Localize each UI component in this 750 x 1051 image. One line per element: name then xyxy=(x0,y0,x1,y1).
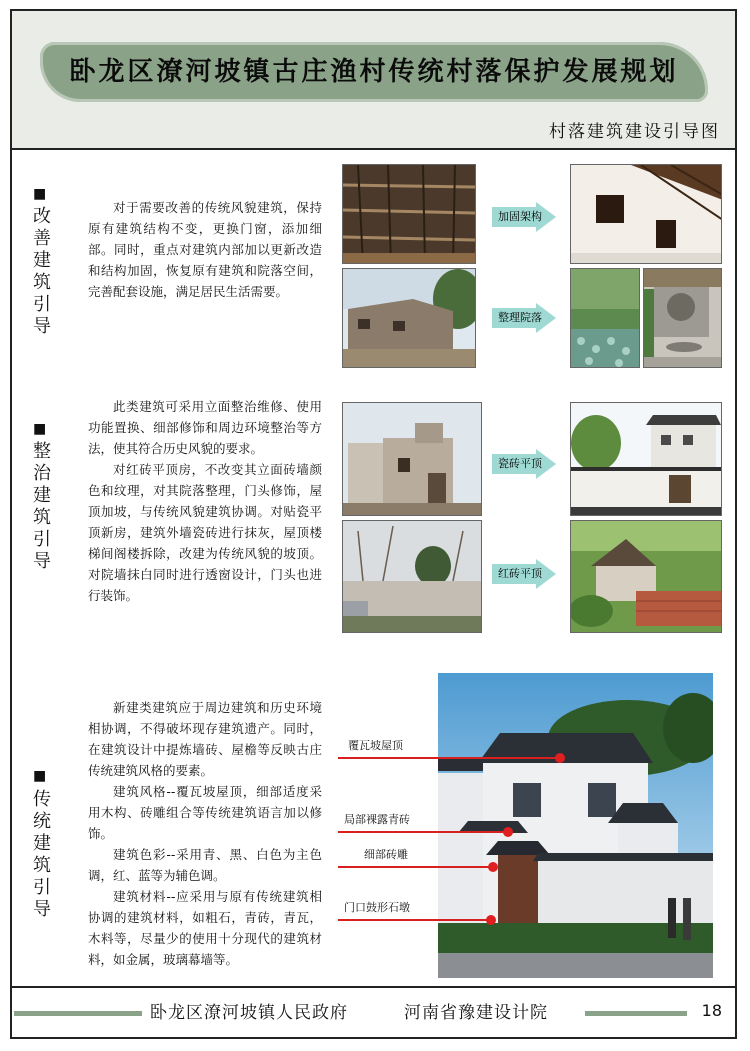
title-char: 治 xyxy=(33,463,51,484)
paragraph: 新建类建筑应于周边建筑和历史环境相协调，不得破坏现存建筑遗产。同时，在建筑设计中提炼墙砖、屋檐等反映古庄传统建筑风格的要素。 xyxy=(88,700,322,778)
page-title: 卧龙区潦河坡镇古庄渔村传统村落保护发展规划 xyxy=(69,57,679,87)
page-number: 18 xyxy=(701,1001,722,1020)
photo-reinforced-interior xyxy=(570,164,722,264)
arrow-reinforce xyxy=(492,202,556,232)
arrow-label: 瓷砖平顶 xyxy=(498,457,542,470)
render-renovated-tiled xyxy=(570,402,722,516)
title-char: 统 xyxy=(33,811,51,832)
section-2-marker: ■ xyxy=(33,421,47,437)
photo-courtyard-paving xyxy=(570,268,640,368)
footer-design-institute: 河南省豫建设计院 xyxy=(404,1003,548,1023)
photo-old-courtyard xyxy=(342,268,476,368)
section-3-title xyxy=(31,789,53,921)
footer-government: 卧龙区潦河坡镇人民政府 xyxy=(150,1003,348,1023)
paragraph: 此类建筑可采用立面整治维修、使用功能置换、细部修饰和周边环境整治等方法，使其符合历史风貌的要求。 xyxy=(88,399,322,456)
title-char: 善 xyxy=(33,228,51,249)
title-char: 建 xyxy=(33,485,51,506)
header-divider xyxy=(12,148,735,150)
photo-courtyard-table xyxy=(643,268,722,368)
page-subtitle: 村落建筑建设引导图 xyxy=(549,122,720,142)
section-2-title xyxy=(31,441,53,573)
title-char: 引 xyxy=(33,294,51,315)
title-char: 导 xyxy=(33,551,51,572)
title-char: 导 xyxy=(33,899,51,920)
arrow-label: 加固架构 xyxy=(498,210,542,223)
section-2-text xyxy=(88,396,322,606)
arrow-tiled-roof xyxy=(492,449,556,479)
section-1-text xyxy=(88,197,322,302)
title-char: 建 xyxy=(33,250,51,271)
callout-label: 门口鼓形石墩 xyxy=(344,901,410,914)
footer-bar-left xyxy=(14,1011,142,1016)
callout-label: 局部裸露青砖 xyxy=(344,813,410,826)
section-3-text xyxy=(88,697,322,970)
photo-tiled-house xyxy=(342,402,482,516)
render-renovated-brick xyxy=(570,520,722,633)
paragraph: 对于需要改善的传统风貌建筑，保持原有建筑结构不变，更换门窗，添加细部。同时，重点对建筑内部加以更新改造和结构加固，恢复原有建筑和院落空间，完善配套设施，满足居民生活需要。 xyxy=(88,200,322,299)
title-char: 筑 xyxy=(33,855,51,876)
paragraph: 建筑风格--覆瓦坡屋顶，细部适度采用木构、砖雕组合等传统建筑语言加以修饰。 xyxy=(88,784,322,841)
title-char: 建 xyxy=(33,833,51,854)
title-char: 导 xyxy=(33,316,51,337)
paragraph: 对红砖平顶房，不改变其立面砖墙颜色和纹理，对其院落整理，门头修饰，屋顶加坡，与传统风貌建筑协调。对贴瓷平顶新房，建筑外墙瓷砖进行抹灰，屋顶楼梯间阁楼拆除，改建为传统风貌的坡顶。对院墙抹白同时进行透窗设计，门头也进行装饰。 xyxy=(88,462,322,603)
title-char: 引 xyxy=(33,529,51,550)
title-char: 传 xyxy=(33,789,51,810)
title-char: 改 xyxy=(33,206,51,227)
paragraph: 建筑材料--应采用与原有传统建筑相协调的建筑材料，如粗石，青砖，青瓦，木料等，尽量少的使用十分现代的建筑材料，如金属，玻璃幕墙等。 xyxy=(88,889,322,967)
title-char: 整 xyxy=(33,441,51,462)
title-char: 筑 xyxy=(33,272,51,293)
render-new-traditional-building xyxy=(438,673,713,978)
section-3-marker: ■ xyxy=(33,768,47,784)
arrow-courtyard xyxy=(492,303,556,333)
callout-label: 覆瓦坡屋顶 xyxy=(348,739,403,752)
footer-divider xyxy=(12,986,735,988)
arrow-label: 整理院落 xyxy=(498,311,542,324)
arrow-label: 红砖平顶 xyxy=(498,567,542,580)
footer-bar-right xyxy=(585,1011,687,1016)
arrow-brick-roof xyxy=(492,559,556,589)
title-char: 筑 xyxy=(33,507,51,528)
photo-brick-house xyxy=(342,520,482,633)
photo-roof-interior xyxy=(342,164,476,264)
section-1-title xyxy=(31,206,53,338)
title-char: 引 xyxy=(33,877,51,898)
callout-label: 细部砖雕 xyxy=(364,848,408,861)
paragraph: 建筑色彩--采用青、黑、白色为主色调，红、蓝等为辅色调。 xyxy=(88,847,322,883)
section-1-marker: ■ xyxy=(33,186,47,202)
